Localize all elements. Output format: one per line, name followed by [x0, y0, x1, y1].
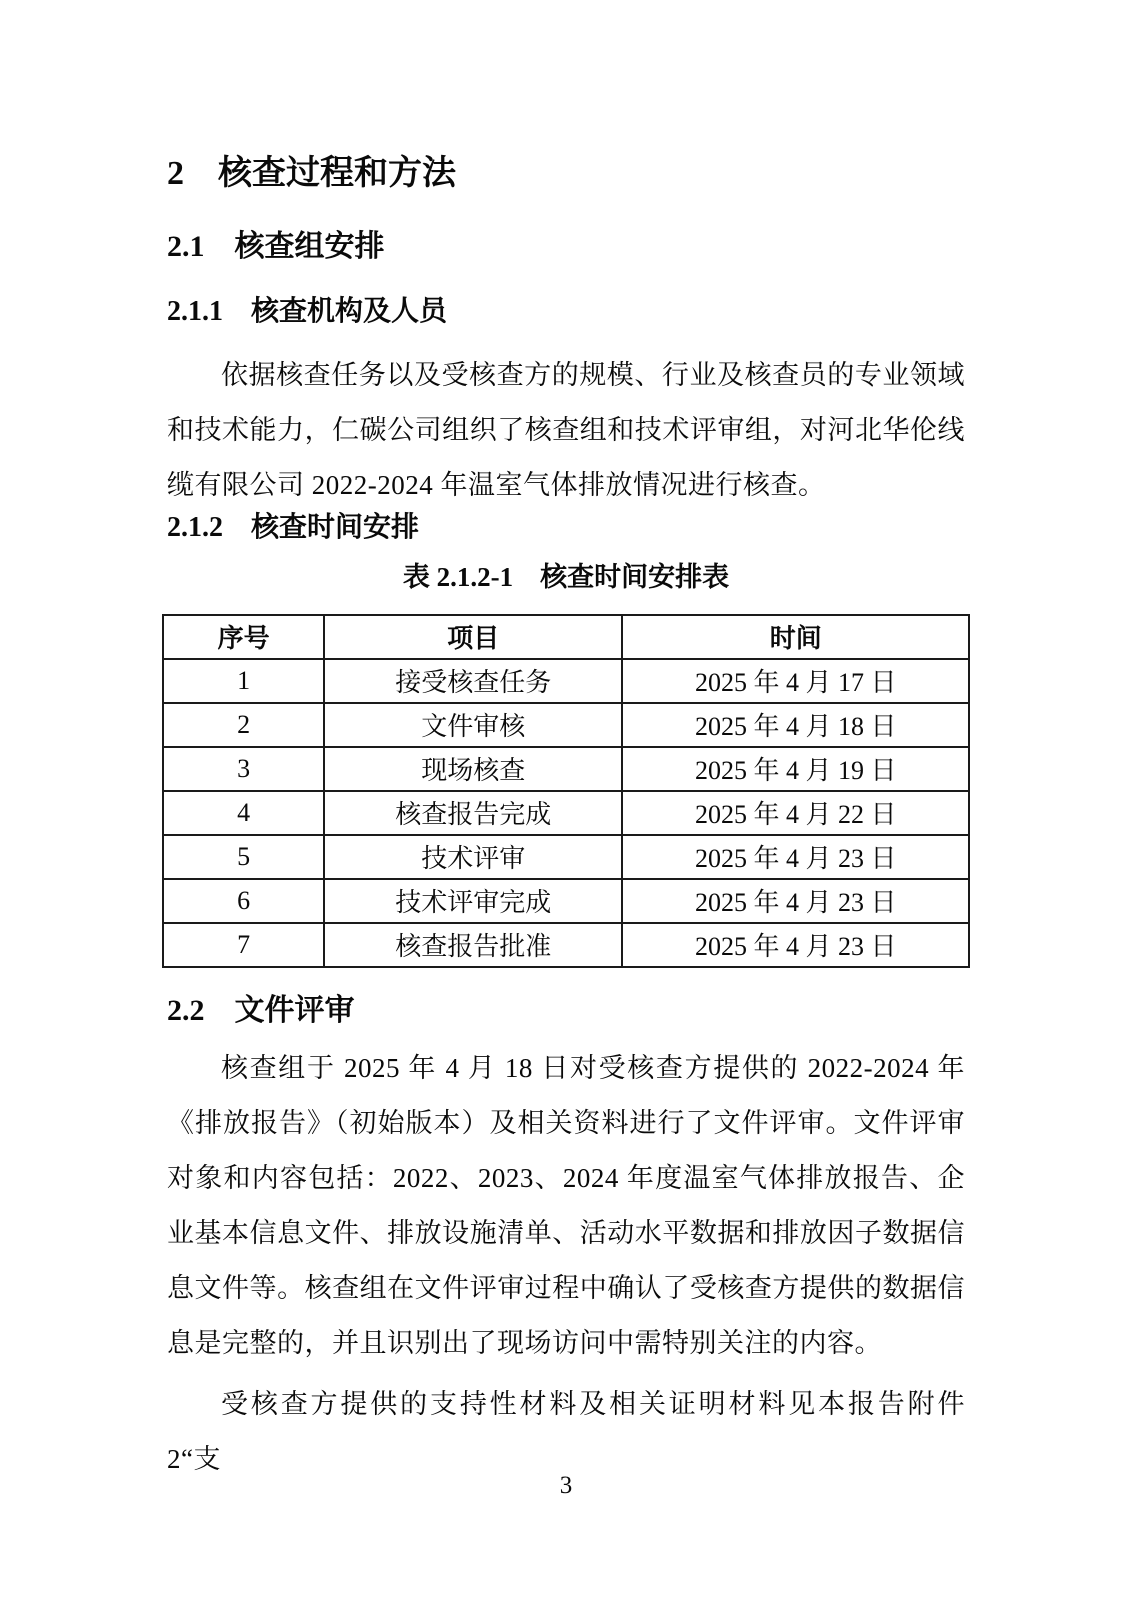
table-cell: 1 — [163, 659, 324, 703]
table-cell: 2025 年 4 月 23 日 — [622, 923, 969, 967]
col-header-item: 项目 — [324, 615, 622, 659]
paragraph-supporting-materials: 受核查方提供的支持性材料及相关证明材料见本报告附件 2“支 — [167, 1388, 965, 1474]
table-row — [163, 923, 969, 967]
table-row — [163, 659, 969, 703]
paragraph-verification-team: 依据核查任务以及受核查方的规模、行业及核查员的专业领域和技术能力，仁碳公司组织了核查组和技术评审组，对河北华伦线缆有限公司 2022-2024 年温室气体排放情况进行核查。 — [167, 360, 965, 501]
section-2-1-2-title: 2.1.2 核查时间安排 — [167, 512, 420, 544]
section-2-1-1-title: 2.1.1 核查机构及人员 — [167, 296, 448, 328]
table-cell: 技术评审 — [324, 835, 622, 879]
col-header-time: 时间 — [622, 615, 969, 659]
paragraph-document-review: 核查组于 2025 年 4 月 18 日对受核查方提供的 2022-2024 年《排放报告》（初始版本）及相关资料进行了文件评审。文件评审对象和内容包括：2022、2023、2024 年度温室气体排放报告、企业基本信息文件、排放设施清单、活动水平数据和排放因子数据信息文件等。核查组在文件评审过程中确认了受核查方提供的数据信息是完整的，并且识别出了现场访问中需特别关注的内容。 — [167, 1052, 965, 1358]
table-row — [163, 835, 969, 879]
col-header-index: 序号 — [163, 615, 324, 659]
table-cell: 2025 年 4 月 17 日 — [622, 659, 969, 703]
section-2-2-title: 2.2 文件评审 — [167, 993, 355, 1027]
section-2-title: 2 核查过程和方法 — [167, 155, 456, 192]
table-cell: 技术评审完成 — [324, 879, 622, 923]
table-header-row — [163, 615, 969, 659]
table-cell: 现场核查 — [324, 747, 622, 791]
page-number: 3 — [559, 1472, 573, 1499]
section-2-1-title: 2.1 核查组安排 — [167, 230, 385, 264]
table-cell: 2025 年 4 月 19 日 — [622, 747, 969, 791]
table-cell: 4 — [163, 791, 324, 835]
table-cell: 核查报告批准 — [324, 923, 622, 967]
table-row — [163, 791, 969, 835]
table-cell: 5 — [163, 835, 324, 879]
table-cell: 3 — [163, 747, 324, 791]
table-cell: 文件审核 — [324, 703, 622, 747]
table-cell: 2025 年 4 月 18 日 — [622, 703, 969, 747]
table-cell: 6 — [163, 879, 324, 923]
table-cell: 核查报告完成 — [324, 791, 622, 835]
table-cell: 2025 年 4 月 22 日 — [622, 791, 969, 835]
table-row — [163, 747, 969, 791]
table-row — [163, 879, 969, 923]
table-cell: 2 — [163, 703, 324, 747]
table-caption: 表 2.1.2-1 核查时间安排表 — [402, 561, 730, 592]
table-cell: 7 — [163, 923, 324, 967]
table-cell: 2025 年 4 月 23 日 — [622, 835, 969, 879]
verification-schedule-table — [162, 614, 970, 968]
table-cell: 接受核查任务 — [324, 659, 622, 703]
table-row — [163, 703, 969, 747]
table-cell: 2025 年 4 月 23 日 — [622, 879, 969, 923]
